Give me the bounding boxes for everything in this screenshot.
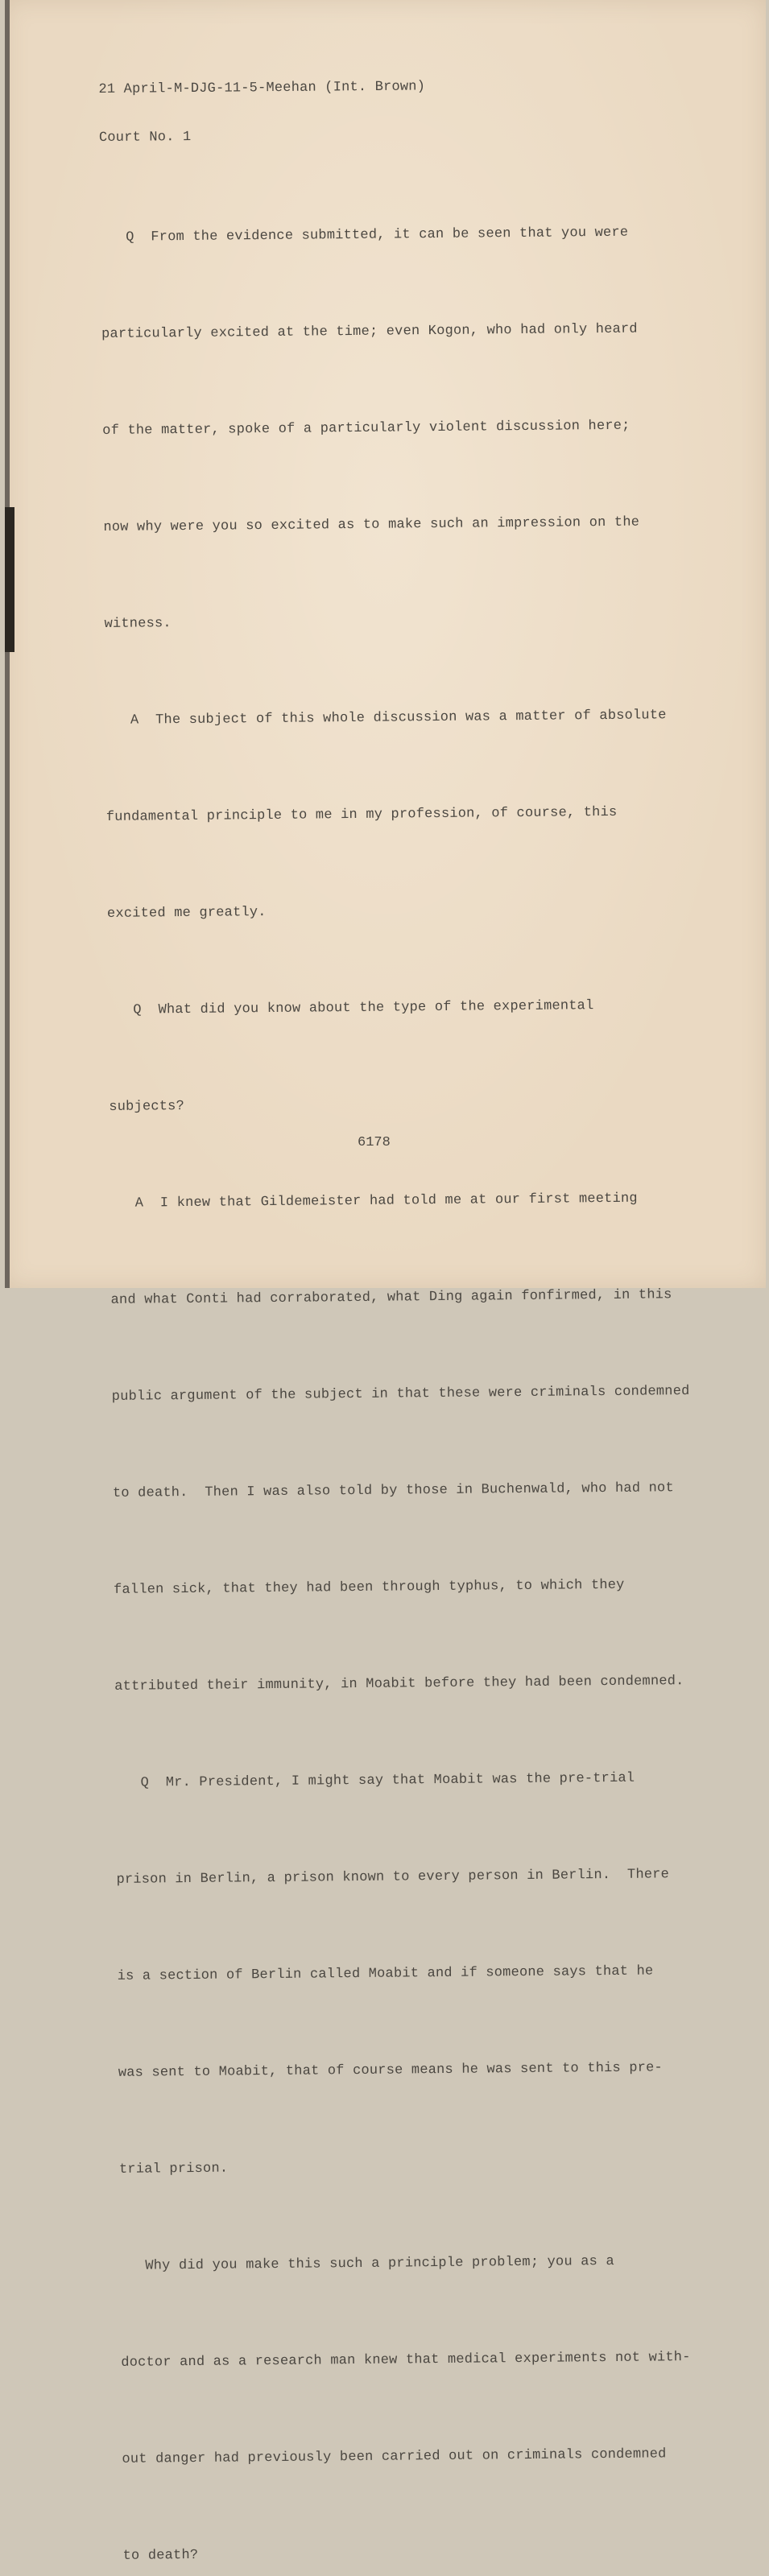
- transcript-line: witness.: [104, 616, 172, 632]
- transcript-line: attributed their immunity, in Moabit before they had been condemned.: [114, 1674, 684, 1695]
- transcript-line: public argument of the subject in that these were criminals condemned: [111, 1384, 690, 1405]
- transcript-line: Q From the evidence submitted, it can be seen that you were: [100, 225, 629, 246]
- page-binding-shadow: [5, 507, 14, 652]
- transcript-line: Why did you make this such a principle problem; you as a: [120, 2253, 614, 2274]
- transcript-line: A I knew that Gildemeister had told me at our first meeting: [110, 1191, 638, 1212]
- header-court-number: Court No. 1: [98, 129, 192, 146]
- transcript-line: to death. Then I was also told by those in Buchenwald, who had not: [112, 1480, 674, 1501]
- transcript-line: A The subject of this whole discussion was a matter of absolute: [105, 708, 667, 729]
- transcript-line: trial prison.: [118, 2161, 229, 2178]
- transcript-line: is a section of Berlin called Moabit and if someone says that he: [117, 1963, 654, 1984]
- transcript-line: was sent to Moabit, that of course means he was sent to this pre-: [118, 2060, 664, 2081]
- transcript-line: excited me greatly.: [106, 905, 267, 922]
- transcript-line: now why were you so excited as to make such an impression on the: [103, 514, 640, 535]
- transcript-line: out danger had previously been carried out on criminals condemned: [122, 2446, 667, 2467]
- header-case-reference: 21 April-M-DJG-11-5-Meehan (Int. Brown): [98, 79, 426, 97]
- document-page: [5, 0, 766, 2564]
- transcript-line: prison in Berlin, a prison known to every person in Berlin. There: [116, 1867, 670, 1888]
- transcript-line: particularly excited at the time; even Kogon, who had only heard: [101, 321, 638, 342]
- transcript-line: subjects?: [109, 1099, 185, 1115]
- transcript-line: and what Conti had corraborated, what Ding again fonfirmed, in this: [110, 1287, 672, 1308]
- transcript-body: [100, 152, 701, 2576]
- transcript-line: of the matter, spoke of a particularly violent discussion here;: [102, 418, 630, 439]
- transcript-line: Q Mr. President, I might say that Moabit was the pre-trial: [115, 1770, 635, 1791]
- transcript-line: fallen sick, that they had been through typhus, to which they: [113, 1577, 625, 1598]
- transcript-line: doctor and as a research man knew that medical experiments not with-: [121, 2350, 691, 2371]
- transcript-line: to death?: [122, 2547, 199, 2564]
- transcript-line: fundamental principle to me in my profession, of course, this: [105, 804, 618, 825]
- page-number: 6178: [358, 1135, 391, 1150]
- transcript-line: Q What did you know about the type of the experimental: [108, 998, 594, 1018]
